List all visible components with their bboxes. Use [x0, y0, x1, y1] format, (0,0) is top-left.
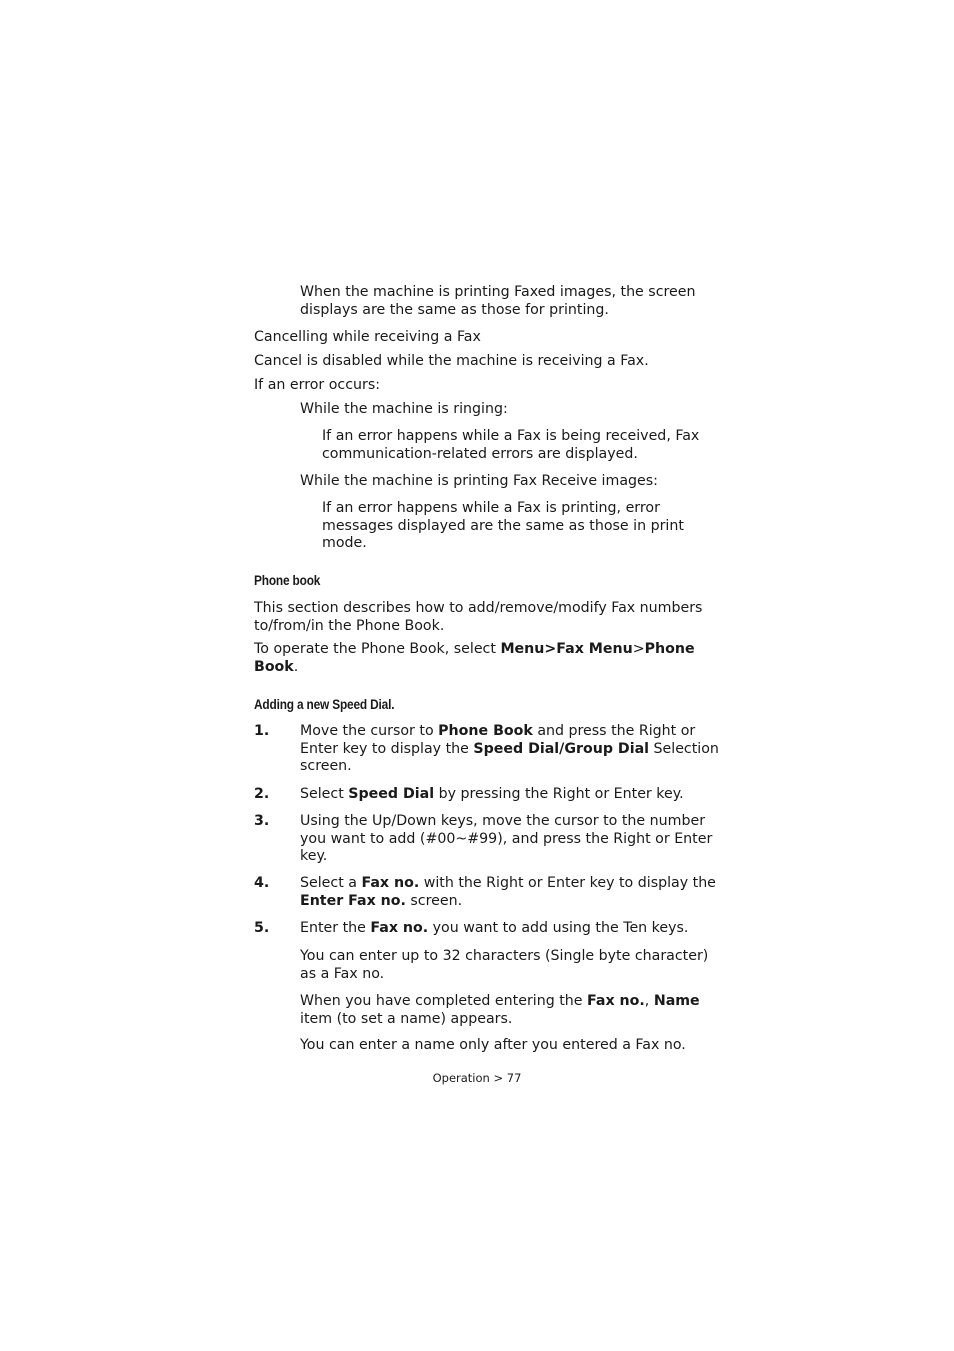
step-text-part: screen. [405, 892, 463, 909]
step-number: 1. [254, 723, 270, 739]
speed-dial-heading: Adding a new Speed Dial. [254, 697, 395, 712]
step-text-part: by pressing the Right or Enter key. [434, 786, 684, 802]
note-name-order: You can enter a name only after you entered a Fax no. [300, 1037, 686, 1053]
step-text: Using the Up/Down keys, move the cursor to the number you want to add (#00~#99), and press the Right or Enter key. [300, 813, 713, 865]
step-number: 5. [254, 920, 270, 936]
step-text-part: and press the Right or Enter key to display the [300, 723, 696, 757]
step-text-part: Select a [300, 875, 362, 891]
step-text-part: Select [300, 786, 349, 802]
phone-book-operate [254, 641, 724, 676]
error-printing-label: While the machine is printing Fax Receive images: [300, 473, 658, 489]
step-text [300, 875, 724, 910]
error-printing-text: If an error happens while a Fax is printing, error messages displayed are the same as those in print mode. [322, 500, 684, 552]
step-text-part: Enter the [300, 920, 371, 936]
error-ringing-label: While the machine is ringing: [300, 401, 508, 417]
step-text-bold: Enter Fax no. [300, 892, 406, 909]
operate-sep: > [632, 641, 645, 657]
note-name-item [300, 993, 724, 1028]
step-text-bold: Speed Dial [348, 786, 435, 802]
step-number: 2. [254, 786, 270, 802]
operate-target: Phone Book [254, 641, 695, 675]
note-part: item (to set a name) appears. [300, 1010, 513, 1027]
step-text-part: with the Right or Enter key to display the [419, 875, 716, 891]
cancel-body: Cancel is disabled while the machine is receiving a Fax. [254, 353, 649, 369]
step-number: 4. [254, 875, 270, 891]
operate-suffix: . [293, 658, 299, 675]
step-text [300, 920, 724, 938]
step-text-bold: Fax no. [361, 875, 420, 891]
note-part: , [644, 993, 654, 1009]
printing-note: When the machine is printing Faxed images, the screen displays are the same as those for printing. [300, 284, 696, 318]
note-part: When you have completed entering the [300, 993, 588, 1009]
phone-book-description: This section describes how to add/remove/modify Fax numbers to/from/in the Phone Book. [254, 600, 703, 634]
error-ringing-text: If an error happens while a Fax is being received, Fax communication-related errors are displayed. [322, 428, 700, 462]
operate-prefix: To operate the Phone Book, select [254, 641, 501, 657]
step-text-part: Move the cursor to [300, 723, 439, 739]
step-text-bold: Fax no. [370, 920, 429, 936]
step-text-bold: Speed Dial/Group Dial [473, 740, 650, 757]
page-footer: Operation > 77 [432, 1071, 522, 1085]
step-text-bold: Phone Book [438, 723, 533, 739]
operate-menu: Menu>Fax Menu [500, 641, 633, 657]
cancel-title: Cancelling while receiving a Fax [254, 329, 481, 345]
step-text [300, 723, 724, 776]
step-text-part: Selection screen. [300, 740, 719, 775]
note-char-limit: You can enter up to 32 characters (Single byte character) as a Fax no. [300, 948, 709, 982]
phone-book-heading: Phone book [254, 573, 321, 588]
step-number: 3. [254, 813, 270, 829]
note-bold: Name [653, 993, 700, 1009]
error-title: If an error occurs: [254, 377, 381, 393]
step-text-part: you want to add using the Ten keys. [428, 920, 689, 936]
step-text [300, 786, 724, 804]
note-bold: Fax no. [587, 993, 645, 1009]
